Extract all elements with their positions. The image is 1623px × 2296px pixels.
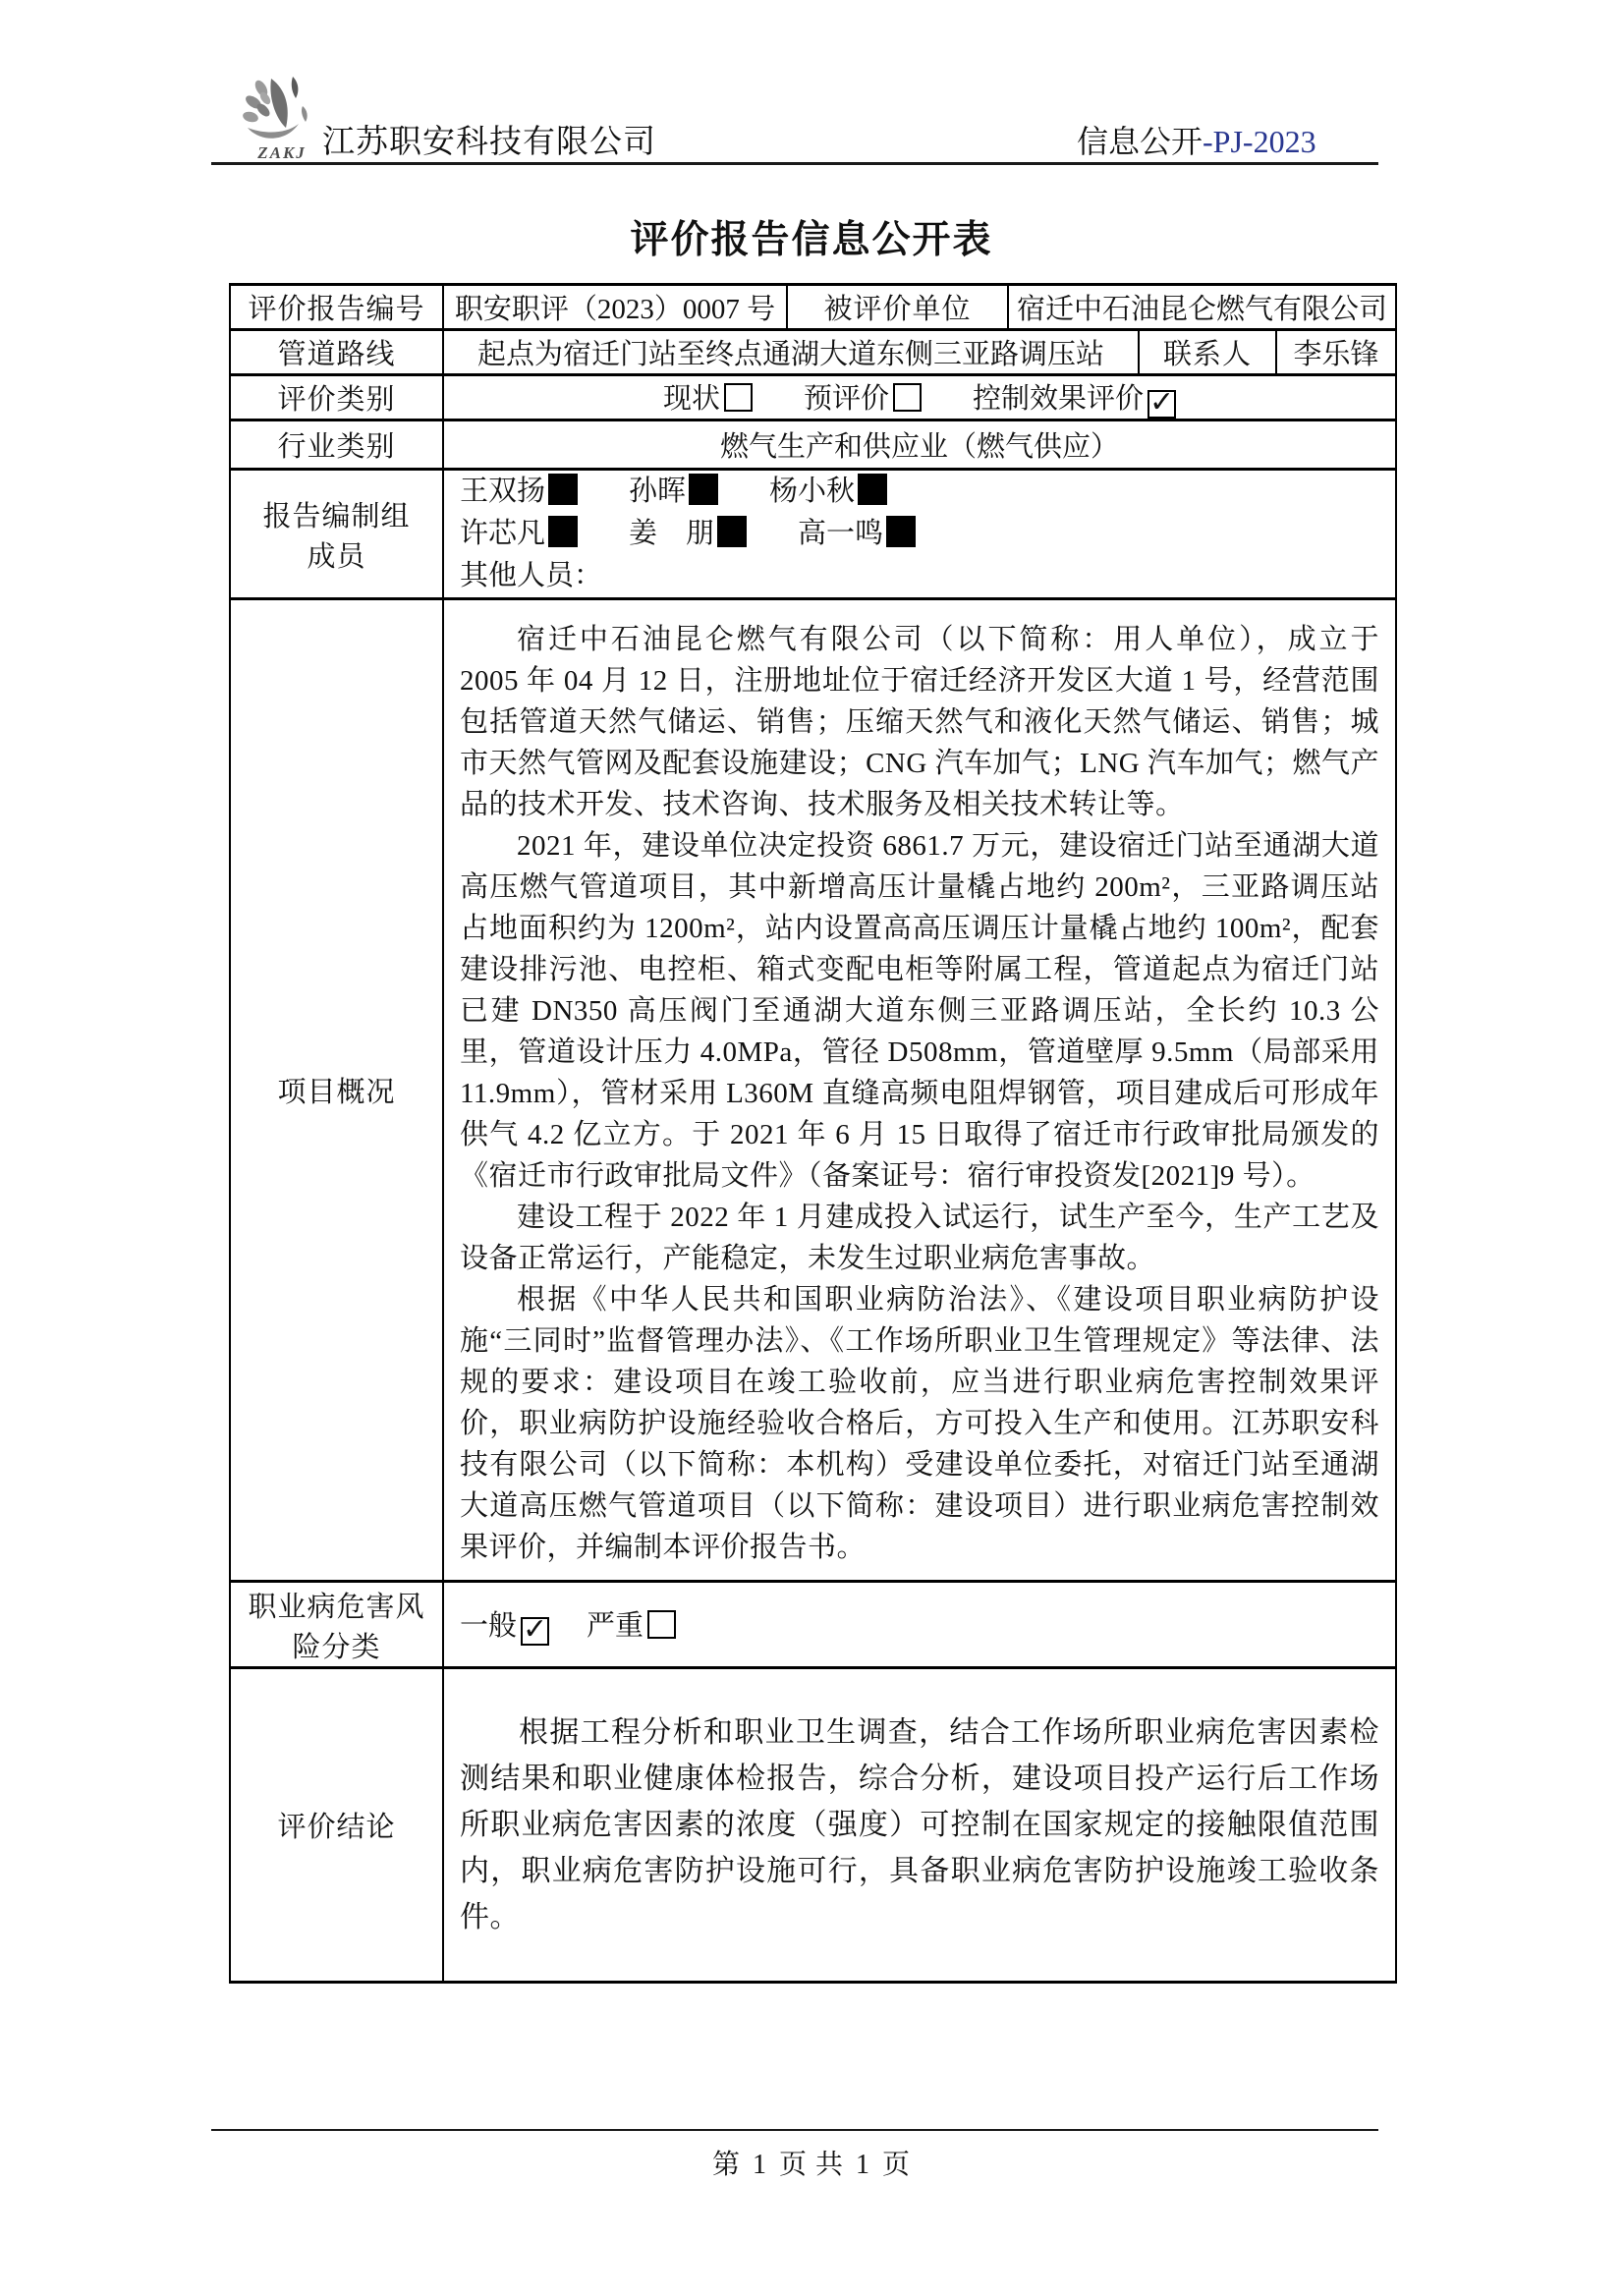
team-members-cell bbox=[443, 470, 1396, 599]
team-member bbox=[460, 476, 578, 507]
project-overview-text bbox=[444, 613, 1395, 1568]
member-name: 姜 朋 bbox=[629, 518, 715, 549]
option-checked bbox=[973, 383, 1176, 420]
redaction-block bbox=[548, 516, 578, 547]
risk-class-label bbox=[230, 1582, 443, 1668]
footer-label: 第 bbox=[711, 2150, 749, 2180]
page-number: 1 bbox=[856, 2150, 870, 2180]
member-name: 杨小秋 bbox=[769, 476, 856, 507]
logo-icon bbox=[242, 73, 322, 149]
report-number-label: 评价报告编号 bbox=[230, 285, 443, 330]
option-unchecked bbox=[663, 383, 753, 415]
redaction-block bbox=[689, 474, 718, 505]
info-table bbox=[229, 283, 1397, 1984]
doc-code bbox=[1077, 117, 1316, 162]
checkbox-unchecked-icon bbox=[724, 383, 753, 412]
company-logo bbox=[238, 73, 326, 163]
conclusion-label: 评价结论 bbox=[230, 1668, 443, 1983]
overview-paragraph: 根据《中华人民共和国职业病防治法》、《建设项目职业病防护设施“三同时”监督管理办法》、《工作场所职业卫生管理规定》等法律、法规的要求：建设项目在竣工验收前，应当进行职业病危害控制效果评价，职业病防护设施经验收合格后，方可投入生产和使用。江苏职安科技有限公司（以下简称：本机构）受建设单位委托，对宿迁门站至通湖大道高压燃气管道项目（以下简称：建设项目）进行职业病危害控制效果评价，并编制本评价报告书。 bbox=[460, 1283, 1380, 1563]
member-name: 高一鸣 bbox=[798, 518, 884, 549]
page-number: 1 bbox=[752, 2150, 767, 2180]
redaction-block bbox=[858, 474, 887, 505]
redaction-block bbox=[717, 516, 747, 547]
option-unchecked bbox=[587, 1610, 676, 1642]
company-name: 江苏职安科技有限公司 bbox=[322, 125, 656, 160]
industry-type-label: 行业类别 bbox=[230, 420, 443, 470]
contact-label: 联系人 bbox=[1139, 330, 1276, 375]
option-checked bbox=[460, 1610, 549, 1647]
team-label-line1: 报告编制组 bbox=[262, 500, 411, 532]
overview-paragraph: 2021 年，建设单位决定投资 6861.7 万元，建设宿迁门站至通湖大道高压燃气管道项目，其中新增高压计量橇占地约 200m²，三亚路调压站占地面积约为 1200m²，站内设置高高压调压计量橇占地约 100m²，配套建设排污池、电控柜、箱式变配电柜等附属工程，管道起点为宿迁门站已建 DN350 高压阀门至通湖大道东侧三亚路调压站，全长约 10.3 公里，管道设计压力 4.0MPa，管径 D508mm，管道壁厚 9.5mm（局部采用 11.9mm），管材采用 L360M 直缝高频电阻焊钢管，项目建成后可形成年供气 4.2 亿立方。于 2021 年 6 月 15 日取得了宿迁市行政审批局颁发的《宿迁市行政审批局文件》（备案证号：宿行审投资发[2021]9 号）。 bbox=[460, 829, 1380, 1192]
option-label: 现状 bbox=[662, 383, 720, 415]
option-unchecked bbox=[804, 383, 922, 415]
conclusion-text: 根据工程分析和职业卫生调查，结合工作场所职业病危害因素检测结果和职业健康体检报告，综合分析，建设项目投产运行后工作场所职业病危害因素的浓度（强度）可控制在国家规定的接触限值范围内，职业病危害防护设施可行，具备职业病危害防护设施竣工验收条件。 bbox=[460, 1716, 1380, 1933]
evaluation-type-cell bbox=[443, 375, 1396, 420]
overview-paragraph: 宿迁中石油昆仑燃气有限公司（以下简称：用人单位），成立于 2005 年 04 月 12 日，注册地址位于宿迁经济开发区大道 1 号，经营范围包括管道天然气储运、销售；压缩天然气和液化天然气储运、销售；城市天然气管网及配套设施建设；CNG 汽车加气；LNG 汽车加气；燃气产品的技术开发、技术咨询、技术服务及相关技术转让等。 bbox=[460, 623, 1380, 820]
risk-class-label-line2: 险分类 bbox=[292, 1631, 381, 1663]
overview-paragraph: 建设工程于 2022 年 1 月建成投入试运行，试生产至今，生产工艺及设备正常运行，产能稳定，未发生过职业病危害事故。 bbox=[460, 1201, 1380, 1274]
checkbox-unchecked-icon bbox=[647, 1610, 676, 1639]
checkbox-checked-icon: ✓ bbox=[1149, 385, 1175, 420]
option-label: 一般 bbox=[460, 1610, 518, 1642]
team-member bbox=[769, 476, 887, 507]
header-rule bbox=[211, 162, 1378, 165]
doc-code-blue: -PJ-2023 bbox=[1203, 124, 1316, 159]
project-overview-label: 项目概况 bbox=[230, 599, 443, 1582]
checkbox-checked-icon: ✓ bbox=[523, 1612, 548, 1647]
pipeline-route-label: 管道路线 bbox=[230, 330, 443, 375]
logo-text: ZAKJ bbox=[257, 143, 307, 162]
contact-value: 李乐锋 bbox=[1276, 330, 1396, 375]
risk-class-label-line1: 职业病危害风 bbox=[248, 1591, 425, 1623]
redaction-block bbox=[886, 516, 916, 547]
checkbox-unchecked-icon bbox=[893, 383, 922, 412]
member-name: 许芯凡 bbox=[460, 518, 546, 549]
team-member bbox=[798, 518, 916, 549]
member-name: 王双扬 bbox=[460, 476, 546, 507]
industry-type-value: 燃气生产和供应业（燃气供应） bbox=[443, 420, 1396, 470]
team-member bbox=[629, 476, 718, 507]
option-label: 严重 bbox=[587, 1610, 644, 1642]
team-member bbox=[460, 518, 578, 549]
footer-rule bbox=[211, 2129, 1378, 2131]
page-footer bbox=[0, 2143, 1623, 2182]
evaluated-unit-value: 宿迁中石油昆仑燃气有限公司 bbox=[1008, 285, 1396, 330]
evaluated-unit-label: 被评价单位 bbox=[787, 285, 1008, 330]
pipeline-route-value: 起点为宿迁门站至终点通湖大道东侧三亚路调压站 bbox=[443, 330, 1139, 375]
option-label: 控制效果评价 bbox=[973, 383, 1145, 415]
footer-label: 页 bbox=[874, 2150, 912, 2180]
evaluation-type-label: 评价类别 bbox=[230, 375, 443, 420]
team-other-label: 其他人员： bbox=[460, 560, 603, 591]
evaluation-type-options bbox=[444, 376, 1395, 419]
team-member bbox=[629, 518, 747, 549]
project-overview-cell bbox=[443, 599, 1396, 1582]
member-name: 孙晖 bbox=[629, 476, 687, 507]
page-title: 评价报告信息公开表 bbox=[630, 219, 993, 261]
doc-code-black: 信息公开 bbox=[1077, 124, 1203, 159]
report-number-value: 职安职评（2023）0007 号 bbox=[443, 285, 787, 330]
team-members-line2 bbox=[444, 513, 1395, 555]
team-label bbox=[230, 470, 443, 599]
team-members-line1 bbox=[444, 471, 1395, 513]
risk-class-options bbox=[444, 1603, 1395, 1646]
conclusion-cell bbox=[443, 1668, 1396, 1983]
footer-label: 页 共 bbox=[770, 2150, 852, 2180]
team-label-line2: 成员 bbox=[307, 540, 366, 573]
redaction-block bbox=[548, 474, 578, 505]
risk-class-cell bbox=[443, 1582, 1396, 1668]
option-label: 预评价 bbox=[804, 383, 890, 415]
